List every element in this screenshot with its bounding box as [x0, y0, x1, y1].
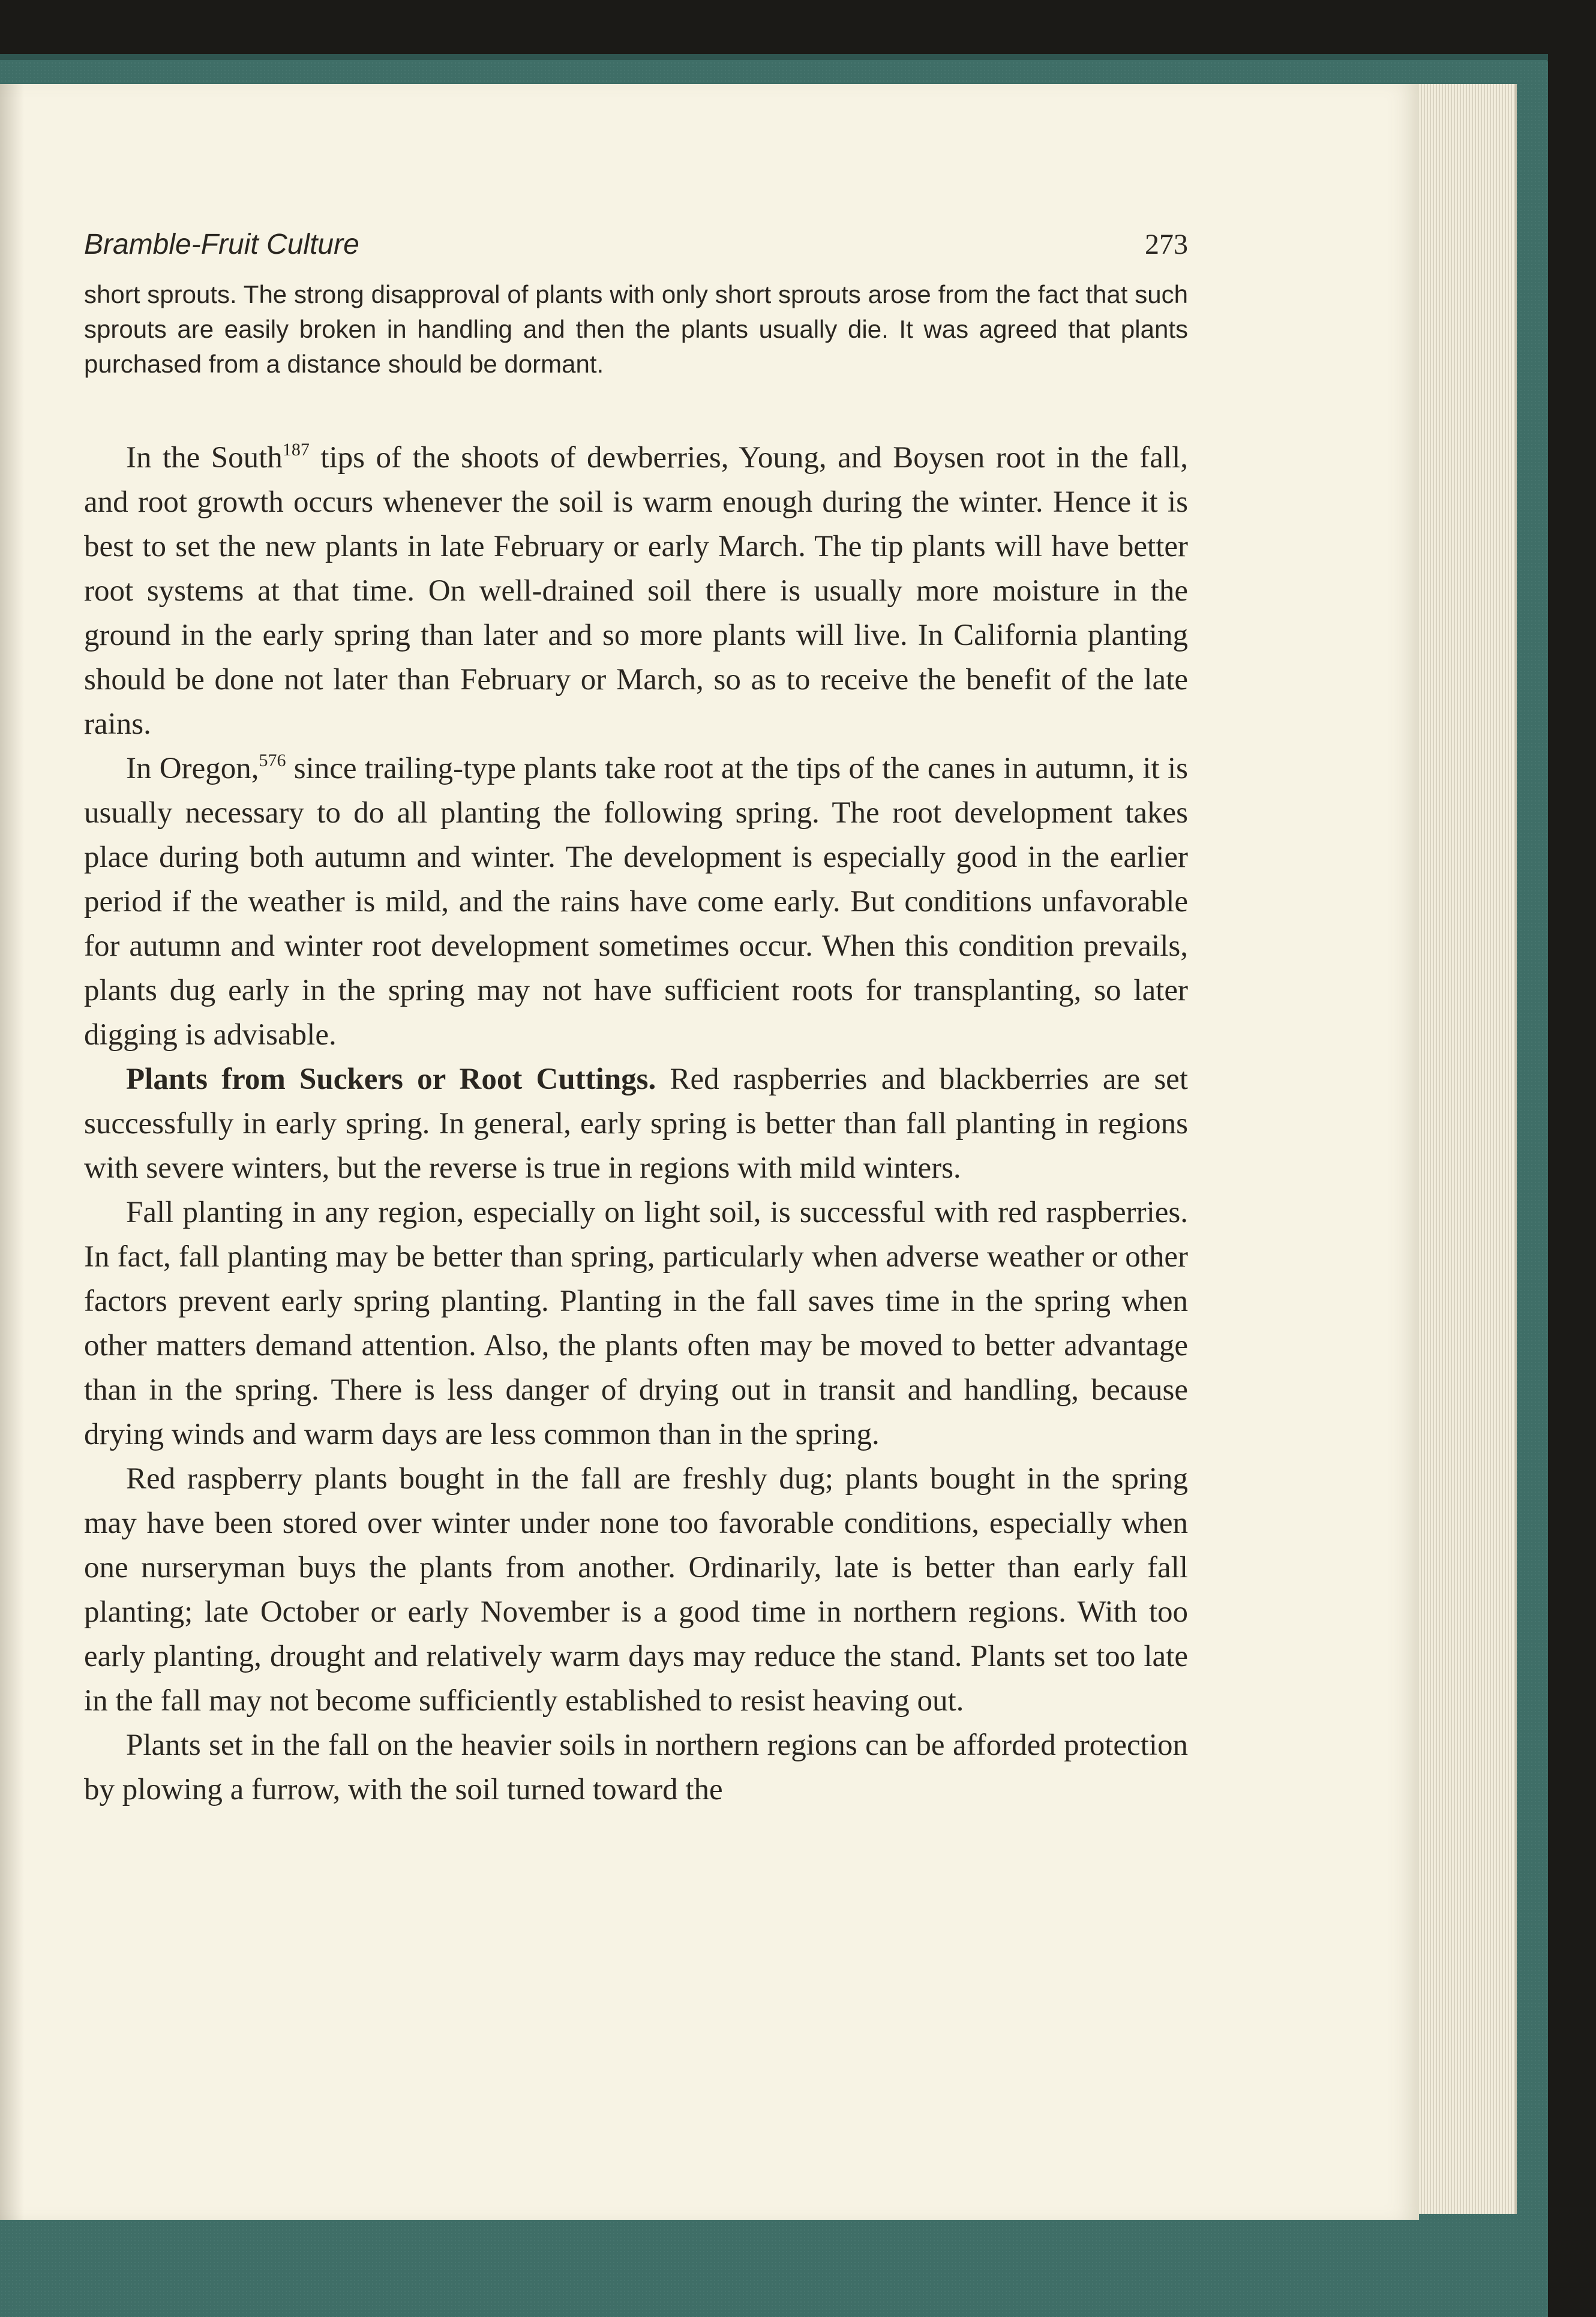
- running-title: Bramble-Fruit Culture: [84, 229, 359, 260]
- paragraph-heavier-soils: Plants set in the fall on the heavier soils in northern regions can be afforded protection by plowing a furrow, with the soil turned toward the: [84, 1728, 1188, 1806]
- paragraph-suckers: [84, 1057, 1188, 1190]
- paragraph-oregon: [84, 746, 1188, 1057]
- running-head: [84, 228, 1188, 276]
- cover-edge: [0, 54, 1548, 60]
- paragraph-south-lead: In the South: [126, 441, 283, 475]
- paragraph-oregon-text: since trailing-type plants take root at the tips of the canes in autumn, it is usually necessary to do all planting the following spring. The root development takes place during both autumn and winter. The development is especially good in the earlier period if the weather is mild, and the rains have come early. But conditions unfavorable for autumn and winter root development sometimes occur. When this condition prevails, plants dug early in the spring may not have sufficient roots for transplanting, so later digging is advisable.: [84, 752, 1188, 1052]
- footnote-ref-576: 576: [259, 751, 286, 770]
- extract-paragraph: short sprouts. The strong disapproval of plants with only short sprouts arose from the fact that such sprouts are easily broken in handling and then the plants usually die. It was agreed that plants purchased from a distance should be dormant.: [84, 280, 1188, 378]
- section-heading: Plants from Suckers or Root Cuttings.: [126, 1063, 656, 1096]
- paragraph-suckers-text: Red raspberries and blackberries are set successfully in early spring. In general, early spring is better than fall planting in regions with severe winters, but the reverse is true in regions with mild winters.: [84, 1063, 1188, 1185]
- paragraph-red-raspberry: Red raspberry plants bought in the fall are freshly dug; plants bought in the spring may have been stored over winter under none too favorable conditions, especially when one nurseryman buys the plants from another. Ordinarily, late is better than early fall planting; late October or early November is a good time in northern regions. With too early planting, drought and relatively warm days may reduce the stand. Plants set too late in the fall may not become sufficiently established to resist heaving out.: [84, 1462, 1188, 1718]
- page-number: 273: [1145, 229, 1188, 260]
- gutter-shadow: [0, 84, 24, 2220]
- footnote-ref-187: 187: [282, 440, 310, 460]
- paragraph-south-text: tips of the shoots of dewberries, Young, and Boysen root in the fall, and root growth occurs whenever the soil is warm enough during the winter. Hence it is best to set the new plants in late February or early March. The tip plants will have better root systems at that time. On well-drained soil there is usually more moisture in the ground in the early spring than later and so more plants will live. In California planting should be done not later than February or March, so as to receive the benefit of the late rains.: [84, 441, 1189, 741]
- paragraph-fall-planting: Fall planting in any region, especially on light soil, is successful with red raspberries. In fact, fall planting may be better than spring, particularly when adverse weather or other factors prevent early spring planting. Planting in the fall saves time in the spring when other matters demand attention. Also, the plants often may be moved to better advantage than in the spring. There is less danger of drying out in transit and handling, because drying winds and warm days are less common than in the spring.: [84, 1196, 1188, 1451]
- paragraph-oregon-lead: In Oregon,: [126, 752, 259, 785]
- page-text-block: [84, 228, 1188, 1812]
- paragraph-south: [84, 436, 1188, 746]
